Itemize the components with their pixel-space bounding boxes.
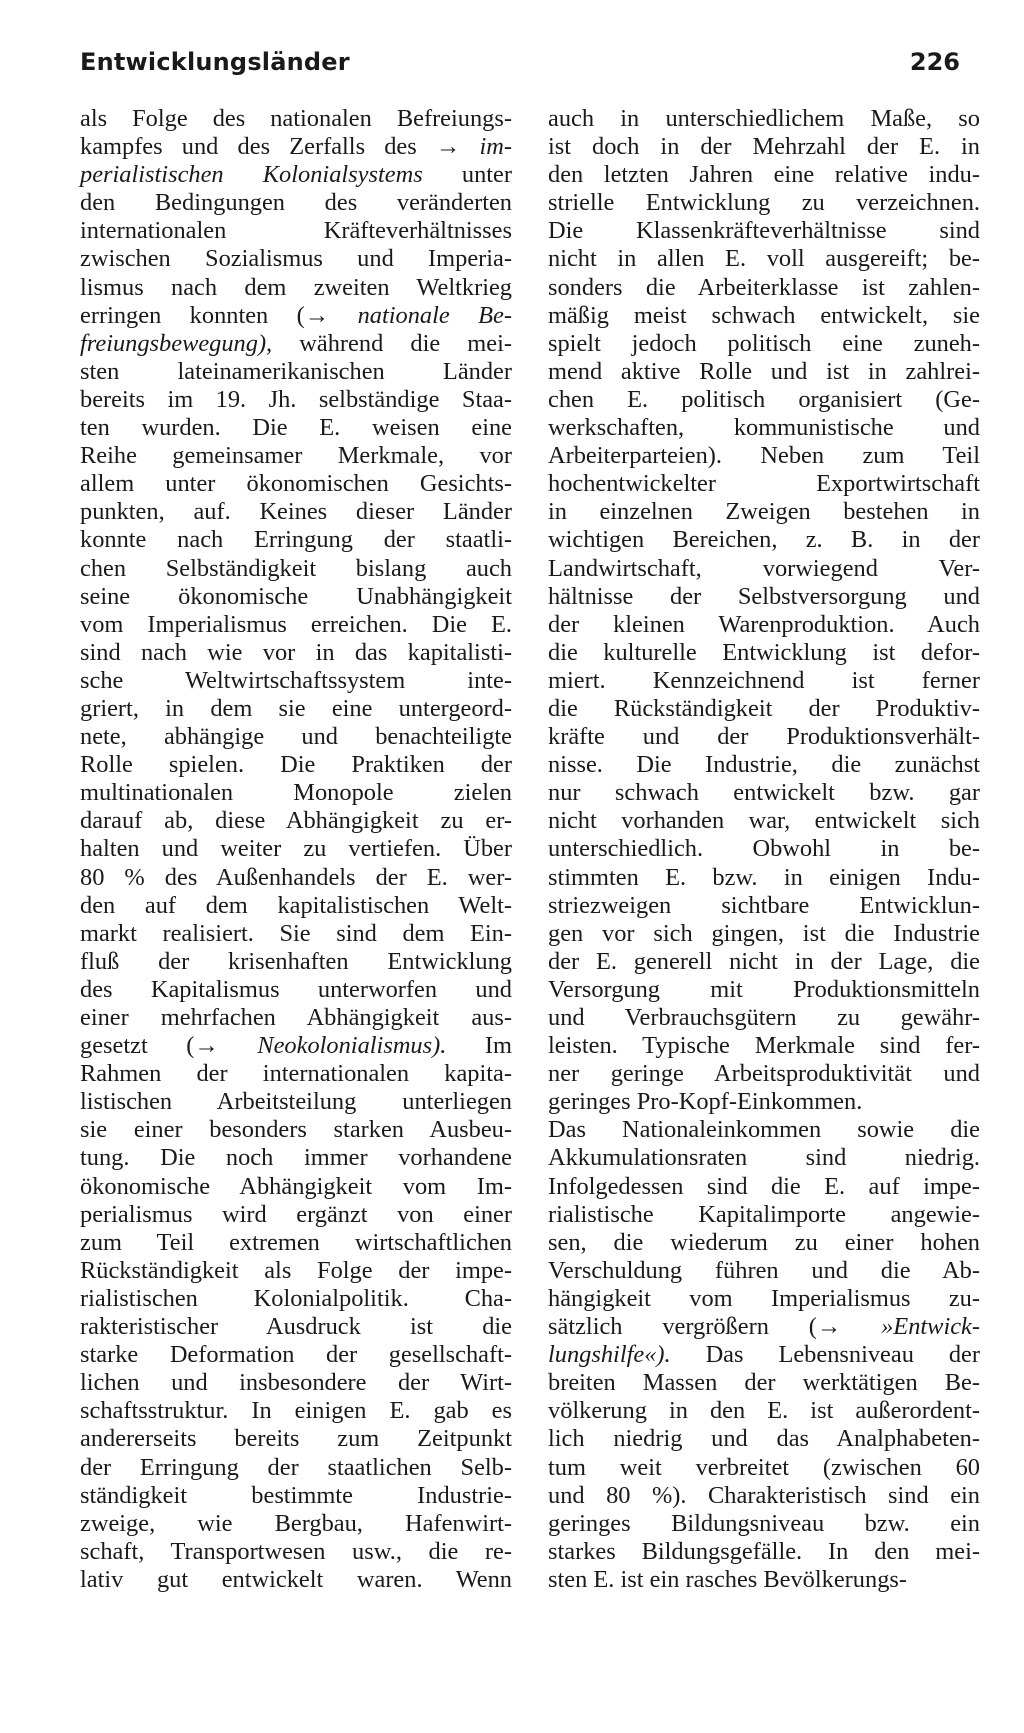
text-line: markt realisiert. Sie sind dem Ein- [80,919,512,947]
text-line: lich niedrig und das Analphabeten- [548,1425,980,1453]
text-line: ständigkeit bestimmte Industrie- [80,1481,512,1509]
text-line: erringen konnten (→ nationale Be- [80,301,512,329]
text-line: fluß der krisenhaften Entwicklung [80,947,512,975]
text-line: starkes Bildungsgefälle. In den mei- [548,1537,980,1565]
text-line: geringes Pro-Kopf-Einkommen. [548,1088,863,1116]
text-line: einer mehrfachen Abhängigkeit aus- [80,1004,512,1031]
text-line: sätzlich vergrößern (→ »Entwick- [548,1313,980,1341]
text-line: darauf ab, diese Abhängigkeit zu er- [80,807,512,835]
text-line: kampfes und des Zerfalls des → im- [80,133,512,161]
text-line: die kulturelle Entwicklung ist defor- [548,638,980,666]
text-line: werkschaften, kommunistische und [548,414,980,442]
text-line: stimmten E. bzw. in einigen Indu- [548,863,980,891]
text-line: nisse. Die Industrie, die zunächst [548,751,980,779]
text-line: strielle Entwicklung zu verzeichnen. [548,189,980,217]
text-line: vom Imperialismus erreichen. Die E. [80,610,512,638]
text-line: sche Weltwirtschaftssystem inte- [80,666,512,694]
text-line: ist doch in der Mehrzahl der E. in [548,133,980,161]
text-line: listischen Arbeitsteilung unterliegen [80,1088,512,1116]
text-line: 80 % des Außenhandels der E. wer- [80,863,512,891]
text-line: lichen und insbesondere der Wirt- [80,1369,512,1397]
text-line: chen E. politisch organisiert (Ge- [548,385,980,413]
text-line: der E. generell nicht in der Lage, die [548,947,980,975]
text-line: auch in unterschiedlichem Maße, so [548,105,980,132]
text-line: hängigkeit vom Imperialismus zu- [548,1284,980,1312]
text-line: Landwirtschaft, vorwiegend Ver- [548,554,980,582]
text-line: der kleinen Warenproduktion. Auch [548,610,980,638]
text-line: geringes Bildungsniveau bzw. ein [548,1509,980,1537]
text-line: seine ökonomische Unabhängigkeit [80,582,512,610]
text-line: den letzten Jahren eine relative indu- [548,161,980,189]
text-line: den Bedingungen des veränderten [80,189,512,217]
page-number: 226 [909,48,960,76]
text-line: sie einer besonders starken Ausbeu- [80,1116,512,1144]
left-text-column [80,105,512,1594]
text-line: perialistischen Kolonialsystems unter [80,161,512,189]
text-line: lungshilfe«). Das Lebensniveau der [548,1341,980,1369]
text-line: breiten Massen der werktätigen Be- [548,1369,980,1397]
text-line: mend aktive Rolle und ist in zahlrei- [548,357,980,385]
text-line: konnte nach Erringung der staatli- [80,526,512,554]
text-line: Die Klassenkräfteverhältnisse sind [548,217,980,245]
text-line: tum weit verbreitet (zwischen 60 [548,1453,980,1481]
text-line: hochentwickelter Exportwirtschaft [548,470,980,498]
text-line: und 80 %). Charakteristisch sind ein [548,1481,980,1509]
text-line: ner geringe Arbeitsproduktivität und [548,1060,980,1088]
text-line: nicht in allen E. voll ausgereift; be- [548,245,980,273]
text-line: tung. Die noch immer vorhandene [80,1144,512,1172]
text-line: halten und weiter zu vertiefen. Über [80,835,512,863]
text-line: nur schwach entwickelt bzw. gar [548,779,980,807]
text-line: Reihe gemeinsamer Merkmale, vor [80,442,512,470]
text-line: schaftsstruktur. In einigen E. gab es [80,1397,512,1425]
right-text-column [548,105,980,1594]
text-line: sind nach wie vor in das kapitalisti- [80,638,512,666]
text-line: nicht vorhanden war, entwickelt sich [548,807,980,835]
text-line: zum Teil extremen wirtschaftlichen [80,1228,512,1256]
text-line: die Rückständigkeit der Produktiv- [548,694,980,722]
page-header [80,48,960,88]
text-line: völkerung in den E. ist außerordent- [548,1397,980,1425]
text-line: sten E. ist ein rasches Bevölkerungs- [548,1565,907,1593]
text-line: als Folge des nationalen Befreiungs- [80,105,512,132]
text-line: Versorgung mit Produktionsmitteln [548,975,980,1003]
text-line: lismus nach dem zweiten Weltkrieg [80,273,512,301]
text-line: miert. Kennzeichnend ist ferner [548,666,980,694]
text-line: Das Nationaleinkommen sowie die [548,1116,980,1144]
text-line: zweige, wie Bergbau, Hafenwirt- [80,1509,512,1537]
text-line: multinationalen Monopole zielen [80,779,512,807]
text-line: des Kapitalismus unterworfen und [80,975,512,1003]
text-line: rialistische Kapitalimporte angewie- [548,1200,980,1228]
text-line: nete, abhängige und benachteiligte [80,723,512,751]
text-line: perialismus wird ergänzt von einer [80,1200,512,1228]
text-line: rakteristischer Ausdruck ist die [80,1313,512,1341]
text-line: hältnisse der Selbstversorgung und [548,582,980,610]
text-line: striezweigen sichtbare Entwicklun- [548,891,980,919]
text-line: griert, in dem sie eine untergeord- [80,694,512,722]
text-line: spielt jedoch politisch eine zuneh- [548,329,980,357]
text-line: punkten, auf. Keines dieser Länder [80,498,512,526]
text-line: zwischen Sozialismus und Imperia- [80,245,512,273]
text-line: Rolle spielen. Die Praktiken der [80,751,512,779]
text-line: und Verbrauchsgütern zu gewähr- [548,1004,980,1031]
text-line: Rahmen der internationalen kapita- [80,1060,512,1088]
text-line: leisten. Typische Merkmale sind fer- [548,1032,980,1060]
text-line: schaft, Transportwesen usw., die re- [80,1537,512,1565]
text-line: sten lateinamerikanischen Länder [80,357,512,385]
text-line: gen vor sich gingen, ist die Industrie [548,919,980,947]
text-line: lativ gut entwickelt waren. Wenn [80,1565,512,1593]
text-line: ökonomische Abhängigkeit vom Im- [80,1172,512,1200]
text-line: gesetzt (→ Neokolonialismus). Im [80,1032,512,1060]
text-line: in einzelnen Zweigen bestehen in [548,498,980,526]
text-line: Infolgedessen sind die E. auf impe- [548,1172,980,1200]
text-line: den auf dem kapitalistischen Welt- [80,891,512,919]
text-line: Rückständigkeit als Folge der impe- [80,1256,512,1284]
text-line: Akkumulationsraten sind niedrig. [548,1144,980,1172]
text-line: sen, die wiederum zu einer hohen [548,1228,980,1256]
text-line: Arbeiterparteien). Neben zum Teil [548,442,980,470]
text-line: andererseits bereits zum Zeitpunkt [80,1425,512,1453]
text-line: starke Deformation der gesellschaft- [80,1341,512,1369]
text-line: bereits im 19. Jh. selbständige Staa- [80,385,512,413]
text-line: mäßig meist schwach entwickelt, sie [548,301,980,329]
text-line: internationalen Kräfteverhältnisses [80,217,512,245]
text-line: freiungsbewegung), während die mei- [80,329,512,357]
text-line: der Erringung der staatlichen Selb- [80,1453,512,1481]
text-line: rialistischen Kolonialpolitik. Cha- [80,1284,512,1312]
text-line: chen Selbständigkeit bislang auch [80,554,512,582]
text-line: ten wurden. Die E. weisen eine [80,414,512,442]
text-line: kräfte und der Produktionsverhält- [548,723,980,751]
text-line: unterschiedlich. Obwohl in be- [548,835,980,863]
text-line: Verschuldung führen und die Ab- [548,1256,980,1284]
text-line: wichtigen Bereichen, z. B. in der [548,526,980,554]
text-line: allem unter ökonomischen Gesichts- [80,470,512,498]
text-line: sonders die Arbeiterklasse ist zahlen- [548,273,980,301]
running-head: Entwicklungsländer [80,48,350,76]
